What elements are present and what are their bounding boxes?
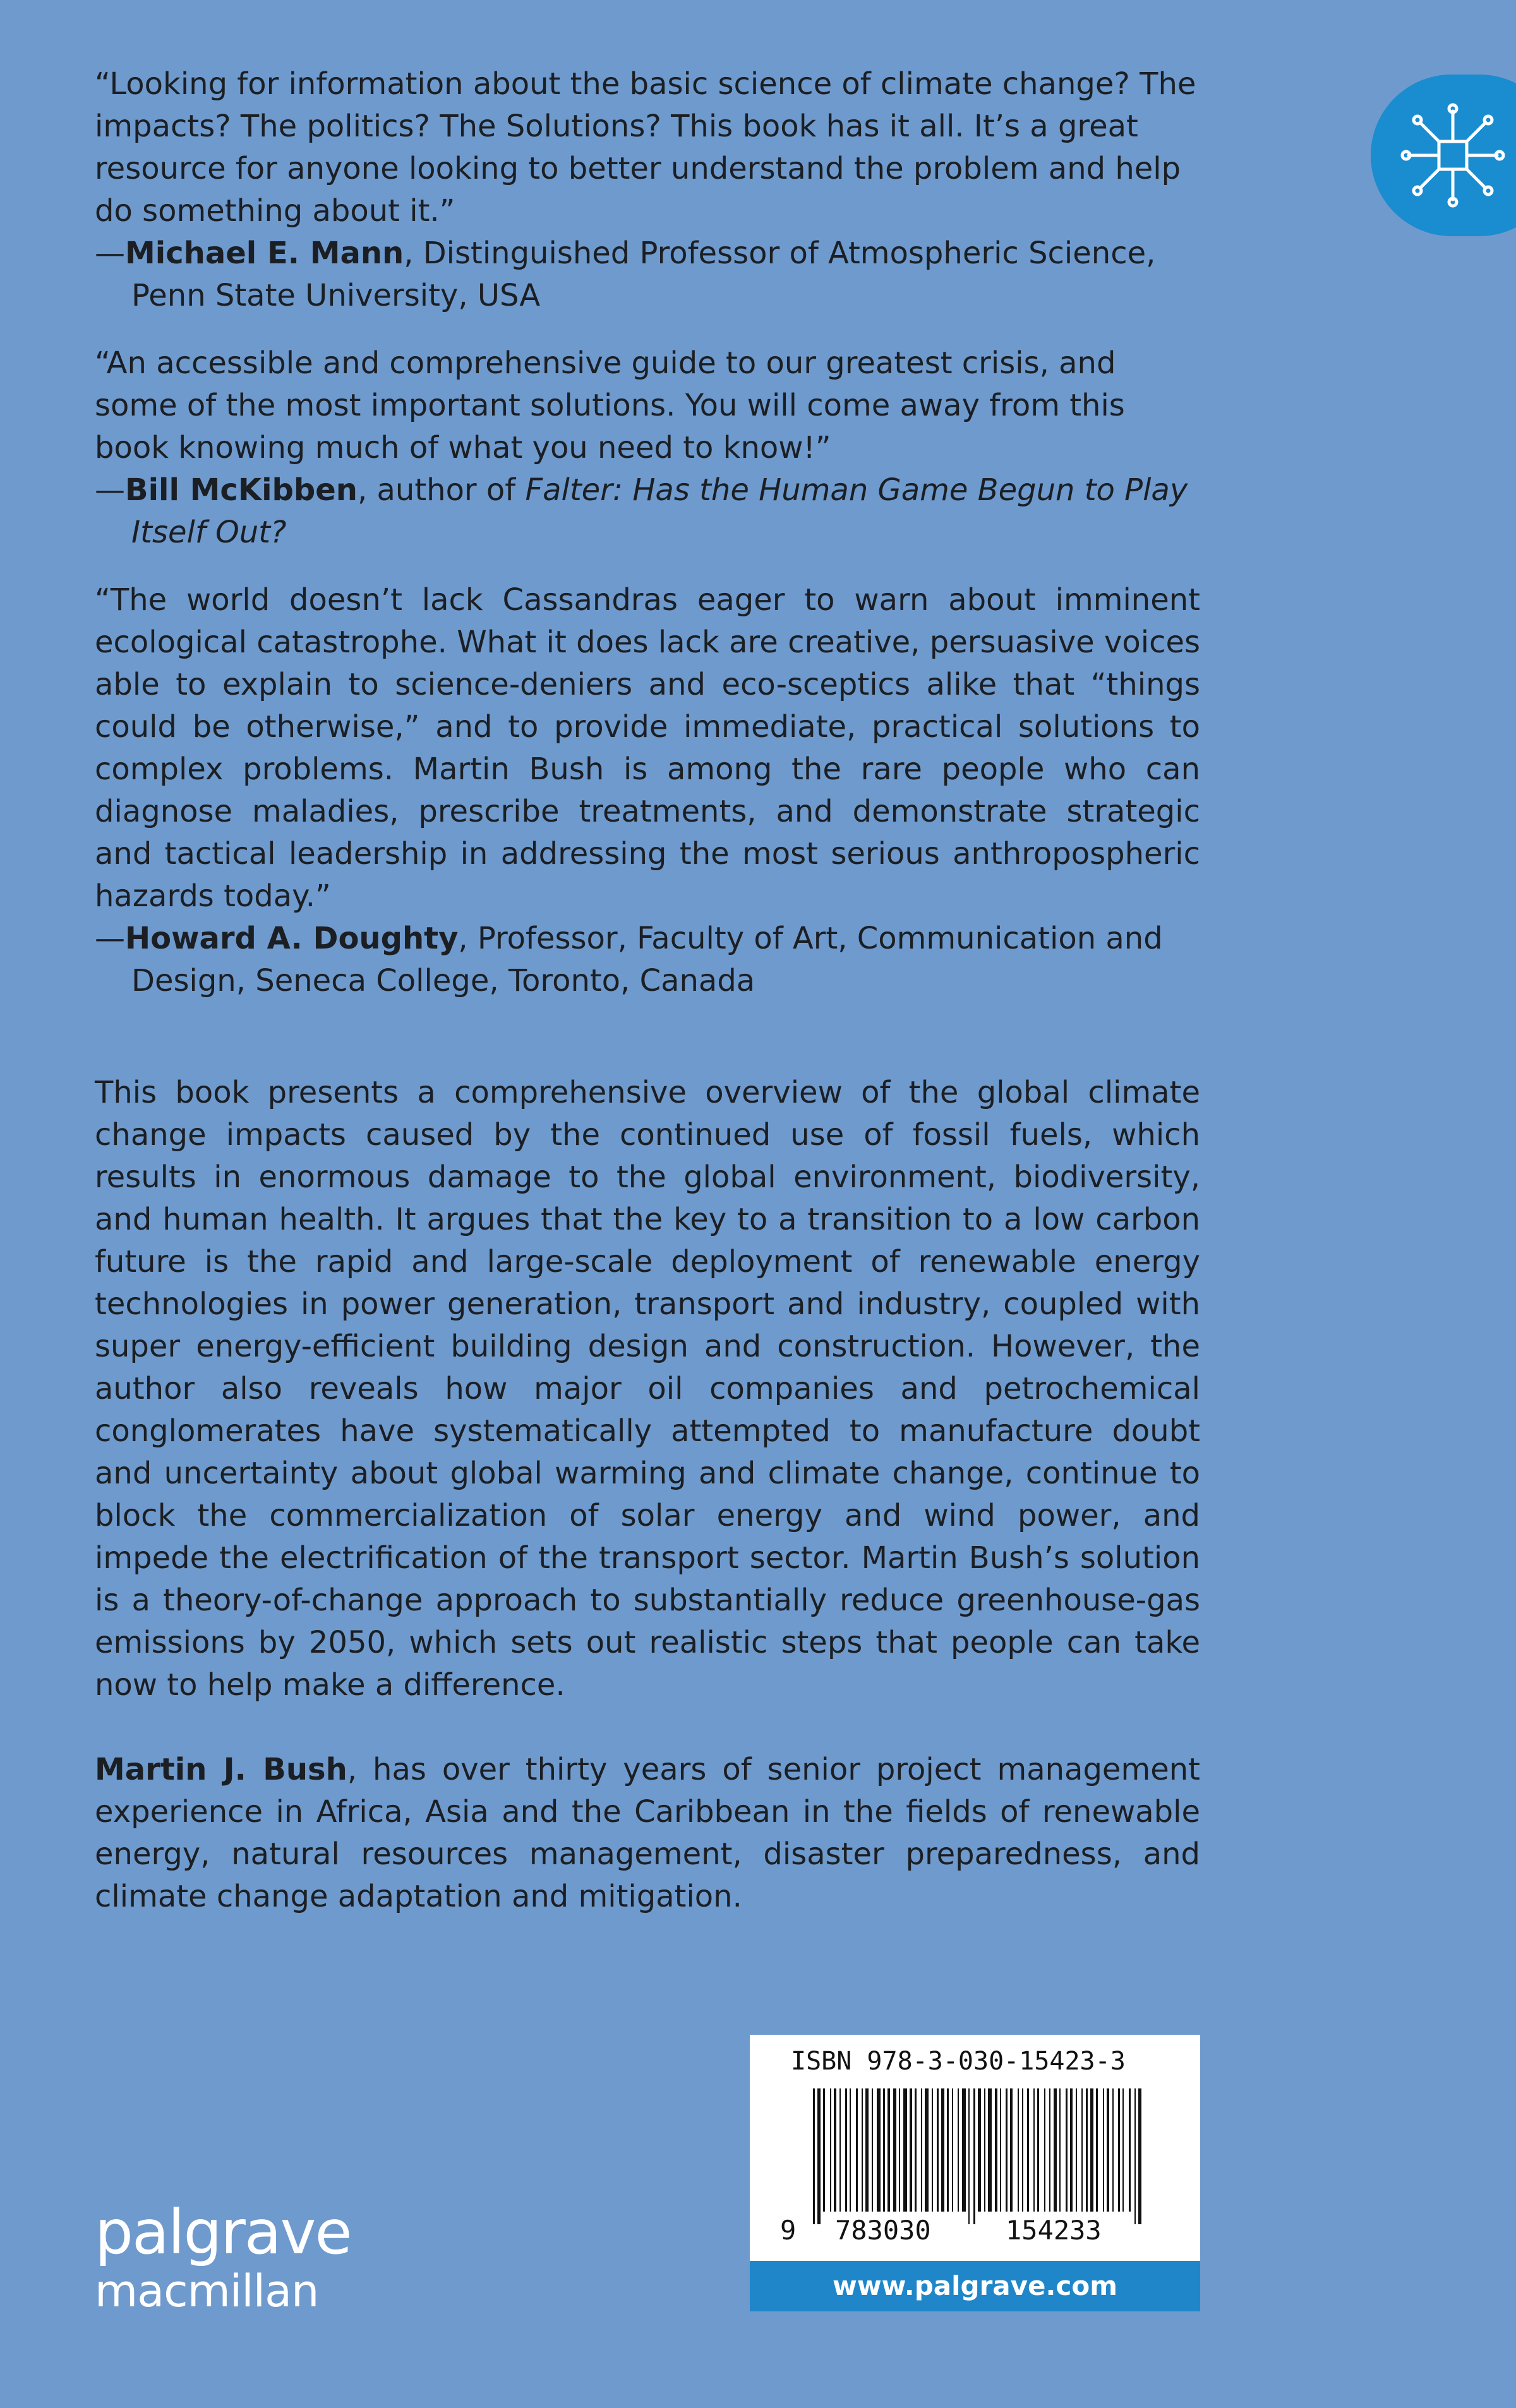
barcode-bar	[887, 2088, 890, 2212]
barcode-bar	[1049, 2088, 1050, 2212]
barcode-bar	[1033, 2088, 1035, 2212]
barcode-bar	[988, 2088, 992, 2212]
barcode-bar	[1059, 2088, 1061, 2212]
back-cover-text	[95, 63, 1200, 1918]
barcode-bar	[903, 2088, 907, 2212]
barcode-bar	[1076, 2088, 1077, 2212]
barcode-digit-first: 9	[780, 2215, 797, 2246]
description-text: This book presents a comprehensive overview of the global climate change impacts caused by the continued use of fossil fuels, which results in enormous damage to the global environment, biodiversity, and human health. It argues that the key to a transition to a low carbon future is the rapid and large-scale deployment of renewable energy technologies in power generation, transport and industry, coupled with super energy-efficient building design and construction. However, the author also reveals how major oil companies and petrochemical conglomerates have systematically attempted to manufacture doubt and uncertainty about global warming and climate change, continue to block the commercialization of solar energy and wind power, and impede the electrification of the transport sector. Martin Bush’s solution is a theory-of-change approach to substantially reduce greenhouse-gas emissions by 2050, which sets out realistic steps that people can take now to help make a difference.	[95, 1075, 1200, 1703]
barcode-bar	[1070, 2088, 1073, 2212]
barcode-bar	[1086, 2088, 1088, 2212]
book-description	[95, 1072, 1200, 1706]
endorsement-quote	[95, 63, 1200, 317]
endorser-name: Howard A. Doughty	[125, 921, 459, 956]
barcode-bar	[1018, 2088, 1019, 2212]
barcode-bar	[968, 2088, 970, 2224]
barcode-bar	[1122, 2088, 1124, 2212]
quote-text: “Looking for information about the basic science of climate change? The impacts? The politics? The Solutions? This book has it all. It’s a great resource for anyone looking to better understand the problem and help do something about it.”	[95, 66, 1196, 229]
barcode-bar	[1118, 2088, 1120, 2212]
barcode-bar	[830, 2088, 831, 2212]
endorsement-quote	[95, 342, 1200, 554]
barcode-bar	[813, 2088, 815, 2224]
barcode-bar	[862, 2088, 863, 2212]
barcode-bar	[937, 2088, 939, 2212]
endorser-role: , author of	[357, 472, 526, 508]
barcode-bar	[877, 2088, 881, 2212]
barcode-bar	[952, 2088, 953, 2212]
author-bio	[95, 1749, 1200, 1918]
barcode-bar	[921, 2088, 922, 2212]
author-name: Martin J. Bush	[95, 1752, 347, 1787]
quote-text: “An accessible and comprehensive guide to our greatest crisis, and some of the most important solutions. You will come away from this book knowing much of what you need to know!”	[95, 345, 1125, 465]
barcode-digits-right: 154233	[1006, 2215, 1102, 2246]
barcode-bar	[834, 2088, 836, 2212]
barcode-bar	[973, 2088, 975, 2224]
barcode-bar	[925, 2088, 929, 2212]
quote-attribution	[95, 469, 1200, 554]
endorser-role: , Professor, Faculty of Art, Communication and Design, Seneca College, Toronto, Canada	[131, 921, 1163, 998]
barcode-bar	[845, 2088, 847, 2212]
publisher-logo	[95, 2197, 360, 2327]
barcode-bar	[978, 2088, 981, 2212]
endorser-work-title: Falter: Has the Human Game Begun to Play Itself Out?	[131, 472, 1188, 550]
barcode-bar	[962, 2088, 966, 2212]
barcode-bar	[958, 2088, 959, 2212]
barcode-bar	[893, 2088, 896, 2212]
barcode-bar	[872, 2088, 873, 2212]
barcode-bar	[865, 2088, 869, 2212]
barcode-bar	[1134, 2088, 1136, 2224]
barcode-bar	[856, 2088, 858, 2212]
barcode-bar	[817, 2088, 821, 2224]
barcode-bar	[1112, 2088, 1114, 2212]
barcode-bar	[850, 2088, 851, 2212]
isbn-label: ISBN 978-3-030-15423-3	[791, 2047, 1126, 2076]
barcode-bar	[910, 2088, 912, 2212]
endorser-role: , Distinguished Professor of Atmospheric Science, Penn State University, USA	[131, 236, 1156, 313]
barcode-bar	[1000, 2088, 1001, 2212]
barcode-bar	[984, 2088, 985, 2212]
barcode-bar	[1027, 2088, 1029, 2212]
barcode-digits-left: 783030	[835, 2215, 931, 2246]
barcode-bar	[1010, 2088, 1013, 2212]
barcode-bar	[932, 2088, 933, 2212]
barcode-bar	[1138, 2088, 1141, 2224]
endorser-name: Michael E. Mann	[125, 236, 404, 271]
barcode-bar	[823, 2088, 825, 2212]
barcode-bar	[1044, 2088, 1045, 2212]
palgrave-seal-icon	[1371, 75, 1516, 236]
publisher-logo-line1: palgrave	[95, 2197, 351, 2268]
barcode-bar	[899, 2088, 900, 2212]
quote-text: “The world doesn’t lack Cassandras eager to warn about imminent ecological catastrophe. What it does lack are creative, persuasive voices able to explain to science-deniers and eco-sceptics alike that “things could be otherwise,” and to provide immediate, practical solutions to complex problems. Martin Bush is among the rare people who can diagnose maladies, prescribe treatments, and demonstrate strategic and tactical leadership in addressing the most serious anthropospheric hazards today.”	[95, 582, 1200, 914]
barcode-bar	[1107, 2088, 1109, 2212]
publisher-url: www.palgrave.com	[750, 2261, 1200, 2311]
barcode-bar	[1096, 2088, 1098, 2212]
barcode-bar	[1037, 2088, 1039, 2212]
author-bio-paragraph	[95, 1749, 1200, 1918]
barcode-bar	[1081, 2088, 1083, 2212]
endorser-name: Bill McKibben	[125, 472, 358, 508]
barcode-bar	[1103, 2088, 1104, 2212]
barcode-bar	[947, 2088, 949, 2212]
barcode-bar	[883, 2088, 885, 2212]
barcode-bar	[1054, 2088, 1057, 2212]
isbn-barcode	[750, 2035, 1200, 2261]
attribution-dash: —	[95, 236, 125, 271]
barcode-bar	[1090, 2088, 1093, 2212]
barcode-bar	[941, 2088, 944, 2212]
barcode-bar	[915, 2088, 917, 2212]
publisher-logo-line2: macmillan	[95, 2265, 319, 2317]
barcode-bar	[995, 2088, 997, 2212]
barcode-digits	[750, 2212, 1200, 2249]
barcode-bar	[1129, 2088, 1131, 2212]
barcode-bar	[1006, 2088, 1008, 2212]
barcode-bar	[1066, 2088, 1068, 2212]
quote-attribution	[95, 918, 1200, 1002]
quote-attribution	[95, 232, 1200, 317]
barcode-bar	[1022, 2088, 1023, 2212]
endorsement-quote	[95, 579, 1200, 1002]
barcode-bar	[839, 2088, 841, 2212]
attribution-dash: —	[95, 921, 125, 956]
attribution-dash: —	[95, 472, 125, 508]
author-bio-text: , has over thirty years of senior project management experience in Africa, Asia and the Caribbean in the fields of renewable energy, natural resources management, disaster preparedness, and climate change adaptation and mitigation.	[95, 1752, 1200, 1914]
